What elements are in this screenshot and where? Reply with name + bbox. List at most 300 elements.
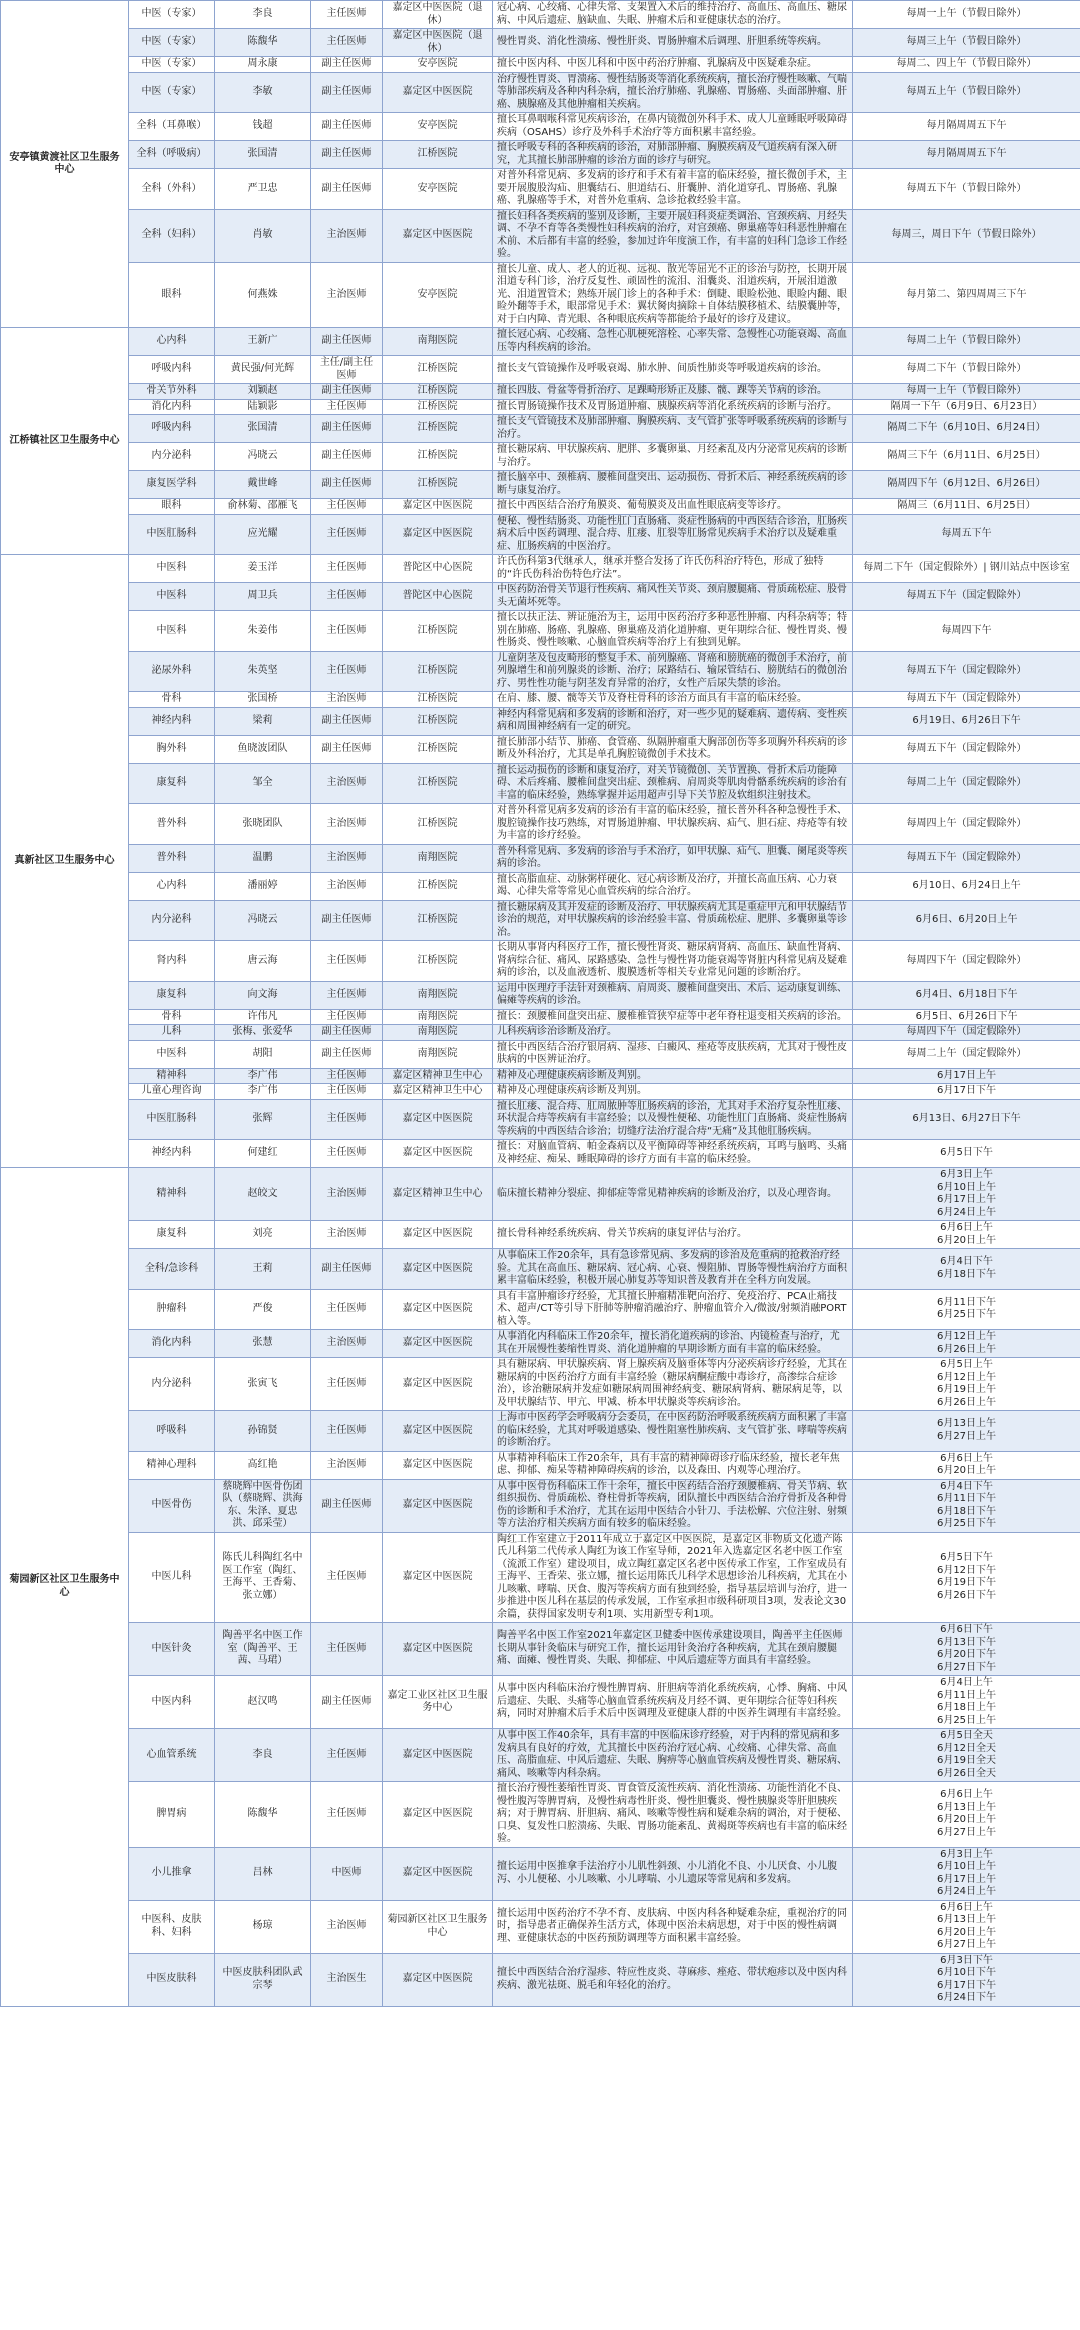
department-cell: 全科（妇科） — [129, 209, 215, 262]
title-cell: 主任医师 — [311, 1099, 383, 1140]
specialty-cell: 擅长耳鼻咽喉科常见疾病诊治，在鼻内镜微创外科手术、成人儿童睡眠呼吸障碍疾病（OSAHS）诊疗及外科手术治疗等方面积累丰富经验。 — [493, 113, 853, 141]
department-cell: 中医（专家） — [129, 29, 215, 57]
doctor-cell: 赵皎文 — [215, 1168, 311, 1221]
table-row — [1, 735, 1080, 763]
hospital-cell: 安亭医院 — [383, 113, 493, 141]
title-cell: 主治医师 — [311, 763, 383, 804]
title-cell: 主治医师 — [311, 209, 383, 262]
title-cell: 主任医师 — [311, 611, 383, 652]
clinic-time-cell: 6月19日、6月26日下午 — [853, 707, 1080, 735]
specialty-cell: 运用中医理疗手法针对颈椎病、肩周炎、腰椎间盘突出、术后、运动康复训练、偏瘫等疾病的诊治。 — [493, 981, 853, 1009]
department-cell: 中医（专家） — [129, 72, 215, 113]
table-row — [1, 384, 1080, 400]
title-cell: 副主任医师 — [311, 57, 383, 73]
department-cell: 内分泌科 — [129, 1358, 215, 1411]
specialty-cell: 擅长糖尿病、甲状腺疾病、肥胖、多囊卵巢、月经紊乱及内分泌常见疾病的诊断与治疗。 — [493, 443, 853, 471]
doctor-cell: 陆颖影 — [215, 399, 311, 415]
title-cell: 副主任医师 — [311, 72, 383, 113]
hospital-cell: 江桥医院 — [383, 443, 493, 471]
specialty-cell: 普外科常见病、多发病的诊治与手术治疗，如甲状腺、疝气、胆囊、阑尾炎等疾病的诊治。 — [493, 844, 853, 872]
table-row — [1, 651, 1080, 692]
specialty-cell: 对普外科常见病、多发病的诊疗和手术有着丰富的临床经验，擅长微创手术，主要开展腹股沟疝、胆囊结石、胆道结石、肝囊肿、消化道穿孔、胃肠癌、乳腺癌、乳腺癌等手术，对普外危重病、急诊抢救经验丰富。 — [493, 169, 853, 210]
table-row — [1, 72, 1080, 113]
specialty-cell: 许氏伤科第3代继承人，继承并整合发扬了许氏伤科治疗特色，形成了独特的“许氏伤科治伤特色疗法”。 — [493, 555, 853, 583]
title-cell: 主任医师 — [311, 499, 383, 515]
title-cell: 主任医师 — [311, 1140, 383, 1168]
title-cell: 副主任医师 — [311, 328, 383, 356]
hospital-cell: 嘉定区中医医院 — [383, 499, 493, 515]
table-row — [1, 415, 1080, 443]
title-cell: 副主任医师 — [311, 1025, 383, 1041]
clinic-time-cell: 每周二、四上午（节假日除外） — [853, 57, 1080, 73]
table-row — [1, 1099, 1080, 1140]
specialty-cell: 对普外科常见病多发病的诊治有丰富的临床经验，擅长普外科各种急慢性手术、腹腔镜操作技巧熟练，对胃肠道肿瘤、甲状腺疾病、疝气、胆石症、痔疮等有较为丰富的诊疗经验。 — [493, 804, 853, 845]
clinic-time-cell: 每周二上午（国定假除外） — [853, 763, 1080, 804]
hospital-cell: 嘉定区中医医院 — [383, 1451, 493, 1479]
table-row — [1, 844, 1080, 872]
clinic-time-cell: 每周三上午（节假日除外） — [853, 29, 1080, 57]
clinic-time-cell: 6月6日上午 6月20日上午 — [853, 1451, 1080, 1479]
specialty-cell: 在肩、膝、腰、髋等关节及脊柱骨科的诊治方面具有丰富的临床经验。 — [493, 692, 853, 708]
hospital-cell: 南翔医院 — [383, 1040, 493, 1068]
table-row — [1, 1289, 1080, 1330]
table-row — [1, 1900, 1080, 1953]
specialty-cell: 擅长中西医结合治疗湿疹、特应性皮炎、荨麻疹、痤疮、带状疱疹以及中医内科疾病、激光祛斑、脱毛和年轻化的治疗。 — [493, 1953, 853, 2006]
specialty-cell: 儿童阴茎及包皮畸形的整复手术、前列腺癌、肾癌和膀胱癌的微创手术治疗，前列腺增生和前列腺炎的诊断、治疗；尿路结石、输尿管结石、膀胱结石的微创治疗、男性性功能与阴茎发育异常的治疗，女性产后尿失禁的诊治。 — [493, 651, 853, 692]
table-row — [1, 1068, 1080, 1084]
specialty-cell: 治疗慢性胃炎、胃溃疡、慢性结肠炎等消化系统疾病，擅长治疗慢性咳嗽、气喘等肺部疾病及各种内科杂病，擅长治疗肺癌、乳腺癌、胃肠癌、头面部肿瘤、肝癌、胰腺癌及其他肿瘤相关疾病。 — [493, 72, 853, 113]
doctor-cell: 张国清 — [215, 415, 311, 443]
clinic-time-cell: 6月3日上午 6月10日上午 6月17日上午 6月24日上午 — [853, 1847, 1080, 1900]
hospital-cell: 嘉定区中医医院 — [383, 1099, 493, 1140]
table-row — [1, 1084, 1080, 1100]
specialty-cell: 陶善平名中医工作室2021年嘉定区卫健委中医传承建设项目，陶善平主任医师长期从事针灸临床与研究工作，擅长运用针灸治疗各种疾病，尤其在颈肩腰腿痛、面瘫、慢性胃炎、失眠、抑郁症、中风后遗症等方面具有丰富经验。 — [493, 1623, 853, 1676]
doctor-cell: 冯晓云 — [215, 443, 311, 471]
table-row — [1, 692, 1080, 708]
specialty-cell: 擅长中医内科、中医儿科和中医中药治疗肿瘤、乳腺病及中医疑难杂症。 — [493, 57, 853, 73]
hospital-cell: 江桥医院 — [383, 141, 493, 169]
department-cell: 内分泌科 — [129, 900, 215, 941]
specialty-cell: 从事消化内科临床工作20余年，擅长消化道疾病的诊治、内镜检查与治疗，尤其在开展慢性萎缩性胃炎、消化道肿瘤的早期诊断方面有丰富的临床经验。 — [493, 1330, 853, 1358]
title-cell: 副主任医师 — [311, 1249, 383, 1290]
doctor-cell: 中医皮肤科团队武宗琴 — [215, 1953, 311, 2006]
table-row — [1, 1040, 1080, 1068]
table-row — [1, 763, 1080, 804]
doctor-cell: 严俊 — [215, 1289, 311, 1330]
clinic-time-cell: 6月6日上午 6月13日上午 6月20日上午 6月27日上午 — [853, 1782, 1080, 1848]
table-row — [1, 900, 1080, 941]
hospital-cell: 江桥医院 — [383, 356, 493, 384]
department-cell: 中医科 — [129, 1040, 215, 1068]
title-cell: 主治医师 — [311, 1900, 383, 1953]
table-row — [1, 707, 1080, 735]
doctor-cell: 邹全 — [215, 763, 311, 804]
department-cell: 康复科 — [129, 763, 215, 804]
hospital-cell: 嘉定区中医医院 — [383, 209, 493, 262]
clinic-time-cell: 隔周三下午（6月11日、6月25日） — [853, 443, 1080, 471]
hospital-cell: 江桥医院 — [383, 692, 493, 708]
table-row — [1, 29, 1080, 57]
specialty-cell: 擅长冠心病、心绞痛、急性心肌梗死溶栓、心率失常、急慢性心功能衰竭、高血压等内科疾病的诊治。 — [493, 328, 853, 356]
specialty-cell: 擅长骨科神经系统疾病、骨关节疾病的康复评估与治疗。 — [493, 1221, 853, 1249]
clinic-time-cell: 每周五下午（节假日除外） — [853, 169, 1080, 210]
title-cell: 主任医师 — [311, 1532, 383, 1623]
department-cell: 中医科 — [129, 611, 215, 652]
clinic-time-cell: 6月5日上午 6月12日上午 6月19日上午 6月26日上午 — [853, 1358, 1080, 1411]
specialty-cell: 从事中医内科临床治疗慢性脾胃病、肝胆病等消化系统疾病，心悸、胸痛、中风后遗症、失眠、头痛等心脑血管系统疾病及月经不调、更年期综合征等妇科疾病，同时对肿瘤术后手术后中医调理及亚健康人群的中医养生调理有丰富经验。 — [493, 1676, 853, 1729]
doctor-cell: 李广伟 — [215, 1084, 311, 1100]
hospital-cell: 江桥医院 — [383, 735, 493, 763]
clinic-time-cell: 6月13日、6月27日下午 — [853, 1099, 1080, 1140]
department-cell: 肾内科 — [129, 941, 215, 982]
table-row — [1, 471, 1080, 499]
table-row — [1, 583, 1080, 611]
department-cell: 精神科 — [129, 1168, 215, 1221]
hospital-cell: 南翔医院 — [383, 1009, 493, 1025]
department-cell: 儿科 — [129, 1025, 215, 1041]
clinic-time-cell: 隔周二下午（6月10日、6月24日） — [853, 415, 1080, 443]
specialty-cell: 擅长运用中医推拿手法治疗小儿肌性斜颈、小儿消化不良、小儿厌食、小儿腹泻、小儿便秘、小儿咳嗽、小儿哮喘、小儿遗尿等常见病和多发病。 — [493, 1847, 853, 1900]
title-cell: 主任医师 — [311, 1782, 383, 1848]
table-row — [1, 872, 1080, 900]
department-cell: 中医骨伤 — [129, 1479, 215, 1532]
doctor-cell: 周卫兵 — [215, 583, 311, 611]
clinic-time-cell: 每周二下午（节假日除外） — [853, 356, 1080, 384]
hospital-cell: 江桥医院 — [383, 611, 493, 652]
table-row — [1, 804, 1080, 845]
specialty-cell: 精神及心理健康疾病诊断及判别。 — [493, 1084, 853, 1100]
doctor-cell: 向文海 — [215, 981, 311, 1009]
doctor-cell: 张慧 — [215, 1330, 311, 1358]
department-cell: 中医皮肤科 — [129, 1953, 215, 2006]
doctor-cell: 孙锦贤 — [215, 1411, 311, 1452]
table-row — [1, 356, 1080, 384]
doctor-cell: 唐云海 — [215, 941, 311, 982]
doctor-cell: 冯晓云 — [215, 900, 311, 941]
department-cell: 中医内科 — [129, 1676, 215, 1729]
department-cell: 中医科 — [129, 555, 215, 583]
clinic-time-cell: 6月12日上午 6月26日上午 — [853, 1330, 1080, 1358]
doctor-cell: 朱英坚 — [215, 651, 311, 692]
table-row — [1, 57, 1080, 73]
table-row — [1, 499, 1080, 515]
title-cell: 主治医师 — [311, 844, 383, 872]
specialty-cell: 冠心病、心绞痛、心律失常、支架置入术后的维持治疗、高血压、高血压、糖尿病、中风后遗症、脑缺血、失眠、肿瘤术后和亚健康状态的治疗。 — [493, 1, 853, 29]
hospital-cell: 江桥医院 — [383, 763, 493, 804]
title-cell: 主治医师 — [311, 1451, 383, 1479]
hospital-cell: 嘉定区中医医院 — [383, 72, 493, 113]
specialty-cell: 擅长四肢、骨盆等骨折治疗、足踝畸形矫正及膝、髋、踝等关节病的诊治。 — [493, 384, 853, 400]
title-cell: 主任医师 — [311, 1068, 383, 1084]
table-row — [1, 1, 1080, 29]
doctor-cell: 钱超 — [215, 113, 311, 141]
department-cell: 眼科 — [129, 262, 215, 328]
clinic-time-cell: 每周五上午（节假日除外） — [853, 72, 1080, 113]
doctor-cell: 张国桥 — [215, 692, 311, 708]
specialty-cell: 精神及心理健康疾病诊断及判别。 — [493, 1068, 853, 1084]
hospital-cell: 南翔医院 — [383, 844, 493, 872]
department-cell: 消化内科 — [129, 1330, 215, 1358]
doctor-cell: 陈馥华 — [215, 29, 311, 57]
doctor-cell: 朱姜伟 — [215, 611, 311, 652]
clinic-time-cell: 6月6日上午 6月20日上午 — [853, 1221, 1080, 1249]
clinic-time-cell: 6月4日上午 6月11日上午 6月18日上午 6月25日上午 — [853, 1676, 1080, 1729]
hospital-cell: 江桥医院 — [383, 651, 493, 692]
specialty-cell: 具有糖尿病、甲状腺疾病、肾上腺疾病及脑垂体等内分泌疾病诊疗经验，尤其在糖尿病的中医药治疗方面有丰富经验（糖尿病酮症酸中毒诊疗，高渗综合症诊治），诊治糖尿病并发症如糖尿病周围神经病变、糖尿病肾病、糖尿病足等，以及甲状腺结节、甲亢、甲减、桥本甲状腺炎等疾病诊治。 — [493, 1358, 853, 1411]
title-cell: 副主任医师 — [311, 113, 383, 141]
table-row — [1, 1847, 1080, 1900]
doctor-cell: 应光耀 — [215, 514, 311, 555]
clinic-time-cell: 每月隔周周五下午 — [853, 141, 1080, 169]
hospital-cell: 江桥医院 — [383, 384, 493, 400]
hospital-cell: 嘉定区精神卫生中心 — [383, 1068, 493, 1084]
title-cell: 主任医师 — [311, 399, 383, 415]
specialty-cell: 擅长肺部小结节、肺癌、食管癌、纵隔肿瘤重大胸部创伤等多项胸外科疾病的诊断及外科治疗，尤其是单孔胸腔镜微创手术技术。 — [493, 735, 853, 763]
title-cell: 副主任医师 — [311, 900, 383, 941]
clinic-time-cell: 每周二下午（国定假除外）| 钢川站点中医诊室 — [853, 555, 1080, 583]
doctor-cell: 张辉 — [215, 1099, 311, 1140]
clinic-time-cell: 6月11日下午 6月25日下午 — [853, 1289, 1080, 1330]
table-row — [1, 1729, 1080, 1782]
doctor-cell: 何建红 — [215, 1140, 311, 1168]
title-cell: 副主任医师 — [311, 1040, 383, 1068]
doctor-cell: 周永康 — [215, 57, 311, 73]
hospital-cell: 江桥医院 — [383, 707, 493, 735]
doctor-cell: 梁莉 — [215, 707, 311, 735]
center-name: 安亭镇黄渡社区卫生服务中心 — [1, 1, 129, 328]
hospital-cell: 安亭医院 — [383, 57, 493, 73]
clinic-time-cell: 6月5日下午 6月12日下午 6月19日下午 6月26日下午 — [853, 1532, 1080, 1623]
center-name: 江桥镇社区卫生服务中心 — [1, 328, 129, 555]
department-cell: 中医（专家） — [129, 57, 215, 73]
doctor-cell: 许伟凡 — [215, 1009, 311, 1025]
doctor-cell: 李良 — [215, 1, 311, 29]
title-cell: 副主任医师 — [311, 384, 383, 400]
clinic-time-cell: 每周二上午（国定假除外） — [853, 1040, 1080, 1068]
title-cell: 副主任医师 — [311, 443, 383, 471]
table-row — [1, 1358, 1080, 1411]
department-cell: 中医肛肠科 — [129, 514, 215, 555]
specialty-cell: 擅长中西医结合治疗银屑病、湿疹、白癜风、痤疮等皮肤疾病，尤其对于慢性皮肤病的中医辨证治疗。 — [493, 1040, 853, 1068]
hospital-cell: 嘉定区中医医院（退休） — [383, 1, 493, 29]
clinic-time-cell: 每周四下午（国定假除外） — [853, 1025, 1080, 1041]
hospital-cell: 嘉定区中医医院 — [383, 1221, 493, 1249]
clinic-time-cell: 每周三，周日下午（节假日除外） — [853, 209, 1080, 262]
department-cell: 胸外科 — [129, 735, 215, 763]
department-cell: 心内科 — [129, 872, 215, 900]
doctor-cell: 王莉 — [215, 1249, 311, 1290]
specialty-cell: 擅长运用中医药治疗不孕不育、皮肤病、中医内科各种疑难杂症，重视治疗的同时，指导患者正确保养生活方式，体现中医治未病思想，对于中医的慢性病调理、亚健康状态的中医药预防调理等方面积累丰富经验。 — [493, 1900, 853, 1953]
department-cell: 全科/急诊科 — [129, 1249, 215, 1290]
department-cell: 骨科 — [129, 1009, 215, 1025]
clinic-time-cell: 6月6日、6月20日上午 — [853, 900, 1080, 941]
title-cell: 主治医师 — [311, 262, 383, 328]
table-row — [1, 1532, 1080, 1623]
doctor-cell: 陈氏儿科陶红名中医工作室（陶红、王海平、王香菊、张立娜） — [215, 1532, 311, 1623]
title-cell: 主任医师 — [311, 1358, 383, 1411]
hospital-cell: 嘉定区中医医院 — [383, 1289, 493, 1330]
center-name: 菊园新区社区卫生服务中心 — [1, 1168, 129, 2007]
table-row — [1, 1411, 1080, 1452]
hospital-cell: 嘉定区中医医院 — [383, 1847, 493, 1900]
hospital-cell: 嘉定区中医医院（退休） — [383, 29, 493, 57]
department-cell: 眼科 — [129, 499, 215, 515]
doctor-cell: 刘颖赵 — [215, 384, 311, 400]
table-row — [1, 611, 1080, 652]
clinic-time-cell: 6月6日下午 6月13日下午 6月20日下午 6月27日下午 — [853, 1623, 1080, 1676]
title-cell: 主治医师 — [311, 1221, 383, 1249]
doctor-cell: 赵汉鸣 — [215, 1676, 311, 1729]
title-cell: 主任医师 — [311, 1729, 383, 1782]
department-cell: 骨科 — [129, 692, 215, 708]
specialty-cell: 临床擅长精神分裂症、抑郁症等常见精神疾病的诊断及治疗，以及心理咨询。 — [493, 1168, 853, 1221]
hospital-cell: 嘉定区中医医院 — [383, 1330, 493, 1358]
specialty-cell: 从事临床工作20余年，具有急诊常见病、多发病的诊治及危重病的抢救治疗经验。尤其在高血压、糖尿病、冠心病、心衰、慢阻肺、胃肠等慢性病治疗方面积累丰富临床经验，积极开展心肺复苏等知识普及教育并在全科方向发展。 — [493, 1249, 853, 1290]
doctor-cell: 黄民强/何光辉 — [215, 356, 311, 384]
clinic-time-cell: 每周四下午 — [853, 611, 1080, 652]
clinic-time-cell: 6月4日下午 6月18日下午 — [853, 1249, 1080, 1290]
title-cell: 主治医师 — [311, 804, 383, 845]
hospital-cell: 嘉定区中医医院 — [383, 1479, 493, 1532]
title-cell: 中医师 — [311, 1847, 383, 1900]
doctor-cell: 张国清 — [215, 141, 311, 169]
doctor-cell: 严卫忠 — [215, 169, 311, 210]
hospital-cell: 安亭医院 — [383, 169, 493, 210]
hospital-cell: 江桥医院 — [383, 872, 493, 900]
specialty-cell: 擅长：颈腰椎间盘突出症、腰椎椎管狭窄症等中老年脊柱退变相关疾病的诊治。 — [493, 1009, 853, 1025]
specialty-cell: 擅长儿童、成人、老人的近视、远视、散光等屈光不正的诊治与防控，长期开展泪道专科门诊，治疗反复性、顽固性的流泪、泪囊炎、泪道疾病，开展泪道激光、泪道置管术；熟练开展门诊上的各种手术：倒睫、眼睑松弛、眼睑内翻、眼睑外翻等手术，眼部常见手术：翼状胬肉摘除＋自体结膜移植术、结膜囊肿等，对于白内障、青光眼、各种眼底疾病等都能给予最好的诊疗及建议。 — [493, 262, 853, 328]
department-cell: 中医针灸 — [129, 1623, 215, 1676]
hospital-cell: 嘉定区中医医院 — [383, 1411, 493, 1452]
hospital-cell: 南翔医院 — [383, 981, 493, 1009]
doctor-cell: 胡阳 — [215, 1040, 311, 1068]
department-cell: 脾胃病 — [129, 1782, 215, 1848]
title-cell: 主任医师 — [311, 1, 383, 29]
specialty-cell: 擅长运动损伤的诊断和康复治疗，对关节镜微创、关节置换、骨折术后功能障碍、术后疼痛、腰椎间盘突出症、颈椎病、肩周炎等肌肉骨骼系统疾病的诊治有丰富的临床经验，熟练掌握并运用超声引导下关节腔及软组织注射技术。 — [493, 763, 853, 804]
table-row — [1, 1168, 1080, 1221]
hospital-cell: 嘉定区中医医院 — [383, 1532, 493, 1623]
hospital-cell: 嘉定区中医医院 — [383, 1729, 493, 1782]
doctor-cell: 杨琼 — [215, 1900, 311, 1953]
title-cell: 主任医师 — [311, 941, 383, 982]
table-row — [1, 941, 1080, 982]
title-cell: 主任医师 — [311, 981, 383, 1009]
clinic-time-cell: 每周四上午（国定假除外） — [853, 804, 1080, 845]
doctor-cell: 戴世峰 — [215, 471, 311, 499]
department-cell: 中医肛肠科 — [129, 1099, 215, 1140]
title-cell: 副主任医师 — [311, 141, 383, 169]
clinic-time-cell: 每周一上午（节假日除外） — [853, 384, 1080, 400]
clinic-time-cell: 6月17日上午 — [853, 1068, 1080, 1084]
specialty-cell: 擅长呼吸专科的各种疾病的诊治，对肺部肿瘤、胸膜疾病及气道疾病有深入研究，尤其擅长肺部肿瘤的诊治方面的诊疗与研究。 — [493, 141, 853, 169]
doctor-cell: 鱼晓波团队 — [215, 735, 311, 763]
title-cell: 主任医师 — [311, 651, 383, 692]
hospital-cell: 江桥医院 — [383, 399, 493, 415]
doctor-cell: 吕林 — [215, 1847, 311, 1900]
clinic-time-cell: 每周五下午（国定假除外） — [853, 583, 1080, 611]
department-cell: 骨关节外科 — [129, 384, 215, 400]
clinic-time-cell: 每周四下午（国定假除外） — [853, 941, 1080, 982]
specialty-cell: 擅长：对脑血管病、帕金森病以及平衡障碍等神经系统疾病，耳鸣与脑鸣、头痛及神经症、痴呆、睡眠障碍的诊疗方面有丰富的临床经验。 — [493, 1140, 853, 1168]
title-cell: 副主任医师 — [311, 415, 383, 443]
table-row — [1, 1451, 1080, 1479]
title-cell: 主任医师 — [311, 1009, 383, 1025]
department-cell: 精神科 — [129, 1068, 215, 1084]
specialty-cell: 上海市中医药学会呼吸病分会委员，在中医药防治呼吸系统疾病方面积累了丰富的临床经验，尤其对呼吸道感染、慢性阻塞性肺疾病、支气管扩张、哮喘等疾病的诊断治疗。 — [493, 1411, 853, 1452]
table-row — [1, 555, 1080, 583]
doctor-cell: 何燕姝 — [215, 262, 311, 328]
clinic-time-cell: 6月5日、6月26日下午 — [853, 1009, 1080, 1025]
title-cell: 主任医师 — [311, 514, 383, 555]
department-cell: 中医科 — [129, 583, 215, 611]
specialty-cell: 慢性胃炎、消化性溃疡、慢性肝炎、胃肠肿瘤术后调理、肝胆系统等疾病。 — [493, 29, 853, 57]
specialty-cell: 擅长妇科各类疾病的鉴别及诊断，主要开展妇科炎症类调治、宫颈疾病、月经失调、不孕不育等各类慢性妇科疾病的治疗，对宫颈癌、卵巢癌等妇科恶性肿瘤在术前、术后都有丰富的经验，参加过许年度演工作，有丰富的妇科门急诊工作经验。 — [493, 209, 853, 262]
department-cell: 肿瘤科 — [129, 1289, 215, 1330]
hospital-cell: 南翔医院 — [383, 1025, 493, 1041]
doctor-cell: 高红艳 — [215, 1451, 311, 1479]
hospital-cell: 普陀区中心医院 — [383, 555, 493, 583]
table-row — [1, 113, 1080, 141]
table-row — [1, 328, 1080, 356]
specialty-cell: 从事中医工作40余年，具有丰富的中医临床诊疗经验，对于内科的常见病和多发病具有良好的疗效，尤其擅长中医药治疗冠心病、心绞痛、心律失常、高血压、高脂血症、中风后遗症、失眠、胸痹等心脑血管疾病及慢性胃炎、糖尿病、痛风、咳嗽等内科杂病。 — [493, 1729, 853, 1782]
table-row — [1, 399, 1080, 415]
department-cell: 呼吸内科 — [129, 415, 215, 443]
hospital-cell: 菊园新区社区卫生服务中心 — [383, 1900, 493, 1953]
clinic-time-cell: 每月第二、第四周周三下午 — [853, 262, 1080, 328]
center-name: 真新社区卫生服务中心 — [1, 555, 129, 1168]
hospital-cell: 嘉定区中医医院 — [383, 514, 493, 555]
doctor-cell: 王新广 — [215, 328, 311, 356]
doctor-cell: 张晓团队 — [215, 804, 311, 845]
department-cell: 呼吸内科 — [129, 356, 215, 384]
title-cell: 主任医师 — [311, 555, 383, 583]
title-cell: 主治医师 — [311, 692, 383, 708]
clinic-time-cell: 每周一上午（节假日除外） — [853, 1, 1080, 29]
doctor-cell: 张梅、张爱华 — [215, 1025, 311, 1041]
table-row — [1, 1479, 1080, 1532]
clinic-time-cell: 6月17日下午 — [853, 1084, 1080, 1100]
clinic-time-cell: 每周五下午（国定假除外） — [853, 844, 1080, 872]
clinic-time-cell: 6月5日全天 6月12日全天 6月19日全天 6月26日全天 — [853, 1729, 1080, 1782]
title-cell: 主任医师 — [311, 583, 383, 611]
doctor-cell: 李敏 — [215, 72, 311, 113]
clinic-time-cell: 每周二上午（节假日除外） — [853, 328, 1080, 356]
specialty-cell: 擅长治疗慢性萎缩性胃炎、胃食管反流性疾病、消化性溃疡、功能性消化不良、慢性腹泻等脾胃病，及慢性病毒性肝炎、慢性胆囊炎、慢性胰腺炎等肝胆胰疾病；对于脾胃病、肝胆病、痛风、咳嗽等慢性病和疑难杂病的调治，对于便秘、口臭、复发性口腔溃疡、失眠、胃肠功能紊乱、黄褐斑等疾病也有丰富的临床经验。 — [493, 1782, 853, 1848]
doctor-cell: 刘亮 — [215, 1221, 311, 1249]
clinic-time-cell: 每周五下午（国定假除外） — [853, 735, 1080, 763]
table-row — [1, 262, 1080, 328]
table-row — [1, 1025, 1080, 1041]
department-cell: 中医（专家） — [129, 1, 215, 29]
hospital-cell: 嘉定工业区社区卫生服务中心 — [383, 1676, 493, 1729]
schedule-body — [1, 1, 1080, 2007]
hospital-cell: 嘉定区精神卫生中心 — [383, 1168, 493, 1221]
hospital-cell: 嘉定区中医医院 — [383, 1358, 493, 1411]
hospital-cell: 嘉定区中医医院 — [383, 1782, 493, 1848]
clinic-time-cell: 6月13日上午 6月27日上午 — [853, 1411, 1080, 1452]
clinic-time-cell: 隔周一下午（6月9日、6月23日） — [853, 399, 1080, 415]
department-cell: 普外科 — [129, 844, 215, 872]
table-row — [1, 1140, 1080, 1168]
title-cell: 主任医师 — [311, 1411, 383, 1452]
department-cell: 心内科 — [129, 328, 215, 356]
doctor-cell: 李广伟 — [215, 1068, 311, 1084]
title-cell: 主任医师 — [311, 29, 383, 57]
doctor-cell: 潘丽婷 — [215, 872, 311, 900]
doctor-cell: 肖敏 — [215, 209, 311, 262]
department-cell: 小儿推拿 — [129, 1847, 215, 1900]
specialty-cell: 中医药防治骨关节退行性疾病、痛风性关节炎、颈肩腰腿痛、骨质疏松症、股骨头无菌坏死等。 — [493, 583, 853, 611]
